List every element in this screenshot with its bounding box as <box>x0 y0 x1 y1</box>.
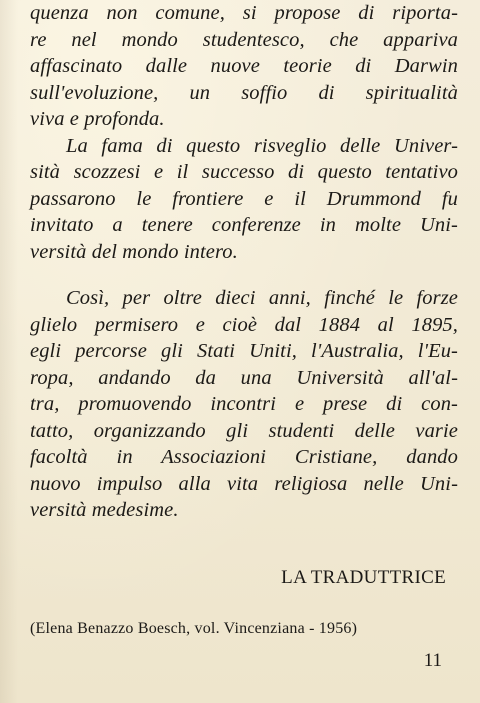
paragraph-1 <box>30 0 458 133</box>
source-citation: (Elena Benazzo Boesch, vol. Vincenziana - 1956) <box>30 620 358 637</box>
text-line: affascinato dalle nuove teorie di Darwin <box>30 55 458 77</box>
signature: LA TRADUTTRICE <box>281 567 446 588</box>
text-line: quenza non comune, si propose di riporta- <box>30 2 458 24</box>
text-line: facoltà in Associazioni Cristiane, dando <box>30 446 458 468</box>
text-line: Così, per oltre dieci anni, finché le forze <box>66 287 458 309</box>
text-line: sità scozzesi e il successo di questo tentativo <box>30 161 458 183</box>
paragraph-3 <box>30 285 458 524</box>
text-line: ropa, andando da una Università all'al- <box>30 366 458 389</box>
text-line: versità medesime. <box>30 499 179 521</box>
text-line: egli percorse gli Stati Uniti, l'Australia, l'Eu- <box>30 340 458 362</box>
paragraph-2 <box>30 133 458 266</box>
text-line: tatto, organizzando gli studenti delle varie <box>30 419 458 442</box>
text-line: viva e profonda. <box>30 108 165 130</box>
text-line: invitato a tenere conferenze in molte Uni- <box>30 214 458 236</box>
text-line: tra, promuovendo incontri e prese di con- <box>30 393 458 415</box>
text-line: passarono le frontiere e il Drummond fu <box>30 187 458 210</box>
text-line: glielo permisero e cioè dal 1884 al 1895, <box>30 313 458 336</box>
text-line: re nel mondo studentesco, che appariva <box>30 28 458 51</box>
body-text <box>30 0 458 524</box>
text-line: La fama di questo risveglio delle Univer- <box>66 134 458 157</box>
text-line: sull'evoluzione, un soffio di spiritualità <box>30 81 458 104</box>
page-number: 11 <box>423 650 442 671</box>
text-line: nuovo impulso alla vita religiosa nelle Uni- <box>30 472 458 495</box>
text-line: versità del mondo intero. <box>30 240 238 263</box>
